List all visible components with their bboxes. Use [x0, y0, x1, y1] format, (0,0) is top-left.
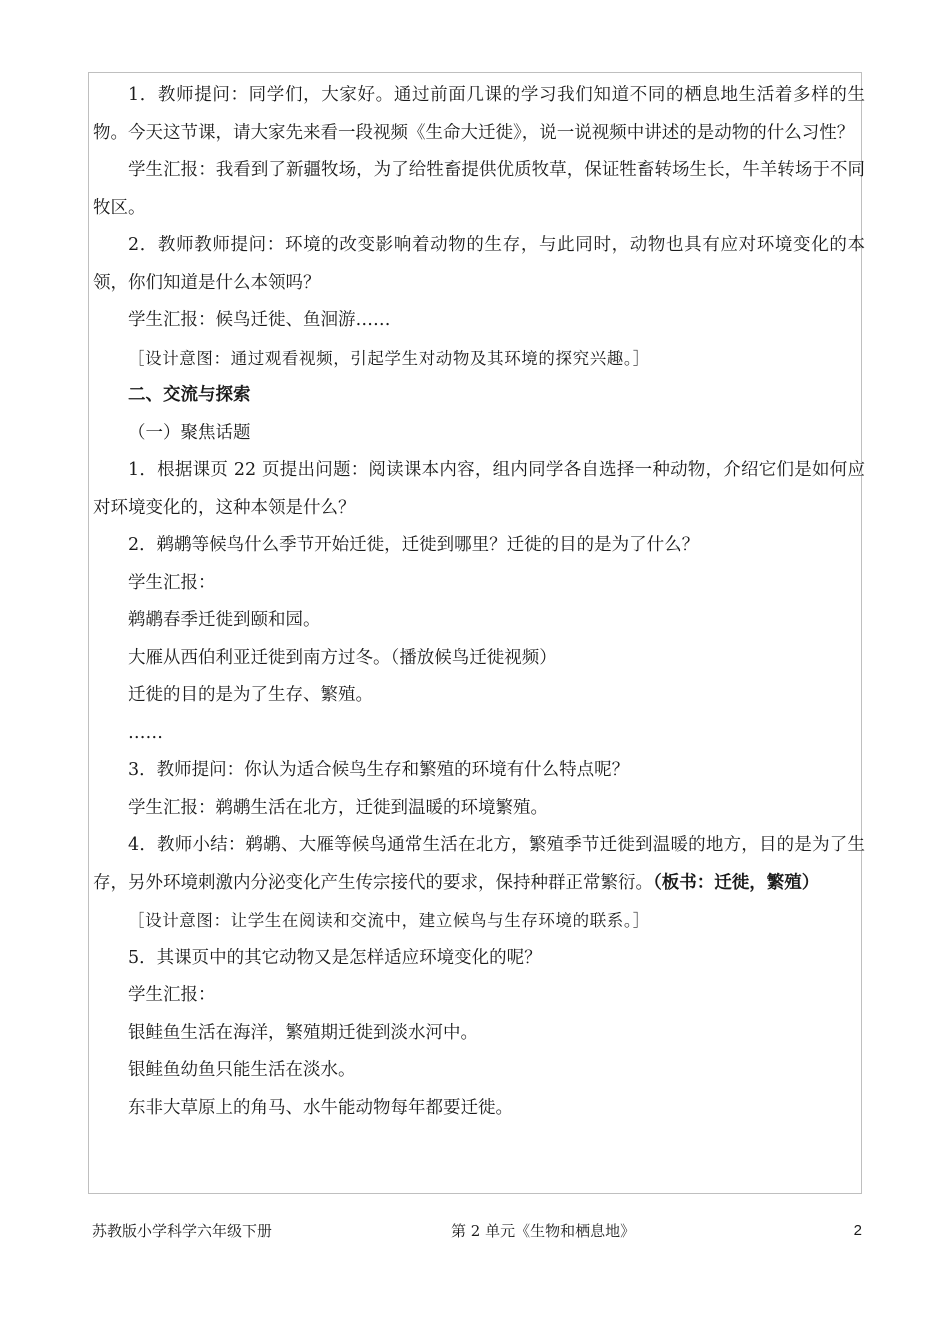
- paragraph-text: 4．教师小结：鹈鹕、大雁等候鸟通常生活在北方，繁殖季节迁徙到温暖的地方，目的是为了生存，另外环境刺激内分泌变化产生传宗接代的要求，保持种群正常繁衍。: [93, 835, 865, 893]
- page-number: 2: [853, 1222, 862, 1239]
- paragraph: 东非大草原上的角马、水牛能动物每年都要迁徙。: [128, 1097, 513, 1118]
- subsection-heading: （一）聚焦话题: [128, 422, 251, 443]
- paragraph: 鹈鹕春季迁徙到颐和园。: [128, 610, 321, 630]
- paragraph: 学生汇报：鹈鹕生活在北方，迁徙到温暖的环境繁殖。: [128, 797, 548, 818]
- paragraph: 银鲑鱼幼鱼只能生活在淡水。: [128, 1060, 356, 1080]
- document-body: [93, 77, 865, 1127]
- paragraph: 迁徙的目的是为了生存、繁殖。: [128, 685, 373, 705]
- design-intent-note: ［设计意图：让学生在阅读和交流中，建立候鸟与生存环境的联系。］: [128, 911, 650, 930]
- paragraph: 5．其课页中的其它动物又是怎样适应环境变化的呢？: [128, 947, 542, 968]
- section-heading: 二、交流与探索: [128, 385, 251, 405]
- footer-book-title: 苏教版小学科学六年级下册: [92, 1222, 273, 1240]
- paragraph: 2．教师教师提问：环境的改变影响着动物的生存，与此同时，动物也具有应对环境变化的本领，你们知道是什么本领吗？: [93, 235, 865, 293]
- paragraph: 1．教师提问：同学们，大家好。通过前面几课的学习我们知道不同的栖息地生活着多样的生物。今天这节课，请大家先来看一段视频《生命大迁徙》，说一说视频中讲述的是动物的什么习性？: [93, 85, 865, 143]
- paragraph: 学生汇报：我看到了新疆牧场，为了给牲畜提供优质牧草，保证牲畜转场生长，牛羊转场于不同牧区。: [93, 160, 865, 218]
- footer-unit-title: 第 2 单元《生物和栖息地》: [451, 1222, 636, 1240]
- paragraph: 学生汇报：: [128, 985, 216, 1005]
- paragraph: ……: [128, 722, 163, 743]
- paragraph: 学生汇报：: [128, 572, 216, 593]
- paragraph: 学生汇报：候鸟迁徙、鱼洄游……: [128, 310, 391, 330]
- paragraph: [93, 827, 865, 902]
- paragraph: 2．鹈鹕等候鸟什么季节开始迁徙，迁徙到哪里？迁徙的目的是为了什么？: [128, 535, 700, 555]
- design-intent-note: ［设计意图：通过观看视频，引起学生对动物及其环境的探究兴趣。］: [128, 348, 650, 368]
- board-writing-note: （板书：迁徙，繁殖）: [653, 872, 820, 893]
- paragraph: 大雁从西伯利亚迁徙到南方过冬。（播放候鸟迁徙视频）: [128, 647, 557, 668]
- paragraph: 3．教师提问：你认为适合候鸟生存和繁殖的环境有什么特点呢？: [128, 760, 630, 780]
- paragraph: 银鲑鱼生活在海洋，繁殖期迁徙到淡水河中。: [128, 1022, 478, 1043]
- paragraph: 1．根据课页 22 页提出问题：阅读课本内容，组内同学各自选择一种动物，介绍它们是如何应对环境变化的，这种本领是什么？: [93, 460, 865, 518]
- page-footer: [92, 1218, 862, 1244]
